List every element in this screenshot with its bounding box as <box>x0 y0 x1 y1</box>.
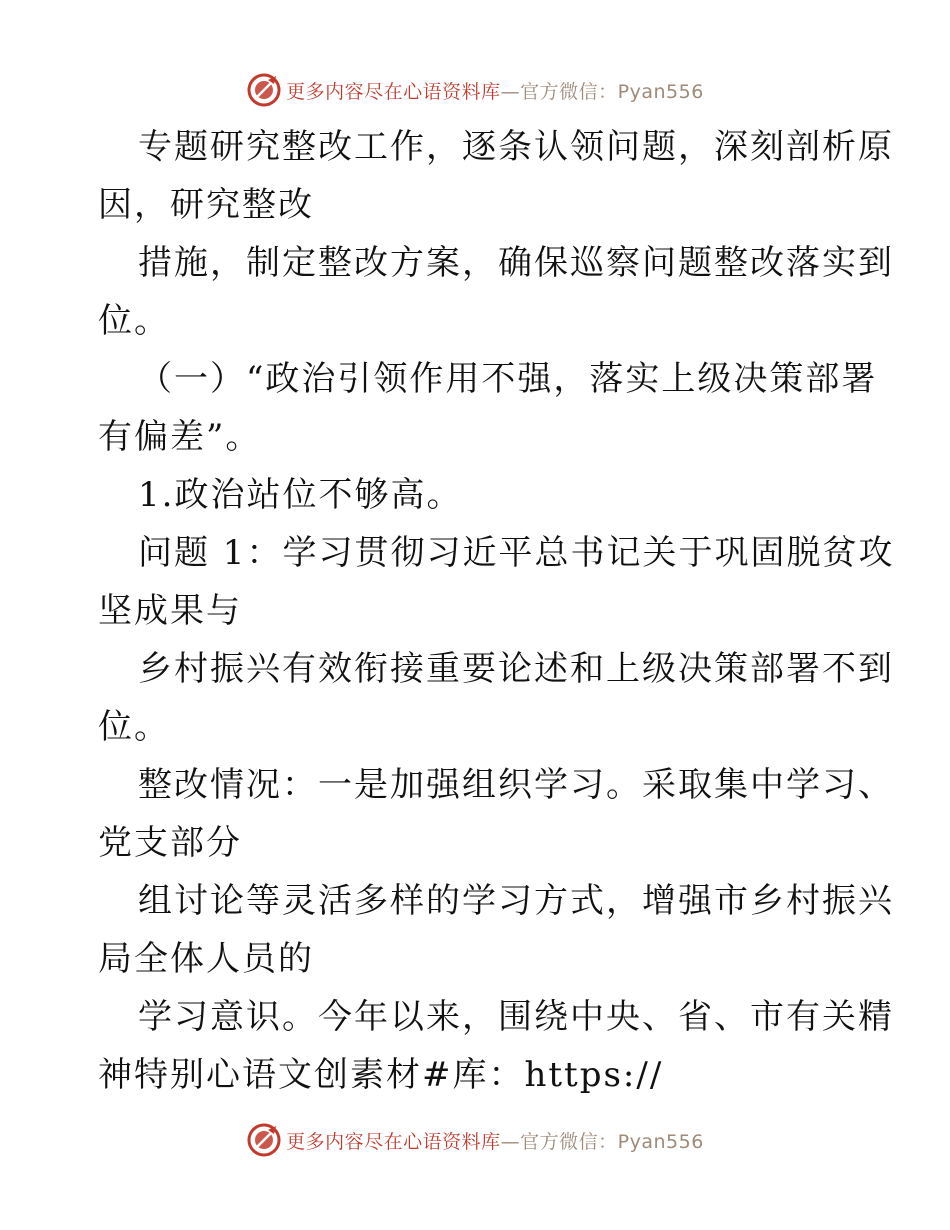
section-heading-1: （一）“政治引领作用不强，落实上级决策部署 <box>138 359 878 399</box>
document-body <box>98 118 895 1104</box>
footer-banner-sep: — <box>500 1130 521 1153</box>
section-heading-1-cont: 有偏差”。 <box>98 417 262 457</box>
footer-banner-text <box>286 1127 704 1154</box>
body-line-15: 局全体人员的 <box>98 939 314 979</box>
header-banner-text <box>286 77 704 104</box>
seal-logo-icon <box>246 1122 282 1158</box>
header-banner-main: 更多内容尽在心语资料库 <box>286 80 501 103</box>
footer-banner-suffix: 官方微信：Pyan556 <box>520 1130 704 1153</box>
body-line-12: 整改情况：一是加强组织学习。采取集中学习、 <box>138 765 894 805</box>
body-line-8: 问题 1：学习贯彻习近平总书记关于巩固脱贫攻 <box>138 533 895 573</box>
body-line-13: 党支部分 <box>98 823 242 863</box>
seal-logo-icon <box>246 72 282 108</box>
body-line-16: 学习意识。今年以来，围绕中央、省、市有关精 <box>138 997 894 1037</box>
body-line-17: 神特别心语文创素材#库：https:// <box>98 1055 664 1095</box>
footer-banner-main: 更多内容尽在心语资料库 <box>286 1130 501 1153</box>
body-line-2: 因，研究整改 <box>98 185 314 225</box>
body-line-14: 组讨论等灵活多样的学习方式，增强市乡村振兴 <box>138 881 894 921</box>
header-banner-suffix: 官方微信：Pyan556 <box>520 80 704 103</box>
body-line-9: 坚成果与 <box>98 591 242 631</box>
body-line-1: 专题研究整改工作，逐条认领问题，深刻剖析原 <box>138 127 894 167</box>
header-banner-sep: — <box>500 80 521 103</box>
body-line-10: 乡村振兴有效衔接重要论述和上级决策部署不到 <box>138 649 894 689</box>
body-line-11: 位。 <box>98 707 170 747</box>
header-banner <box>0 68 950 112</box>
footer-banner <box>0 1118 950 1162</box>
body-line-3: 措施，制定整改方案，确保巡察问题整改落实到 <box>138 243 894 283</box>
subsection-heading-1: 1.政治站位不够高。 <box>138 475 463 515</box>
body-line-4: 位。 <box>98 301 170 341</box>
